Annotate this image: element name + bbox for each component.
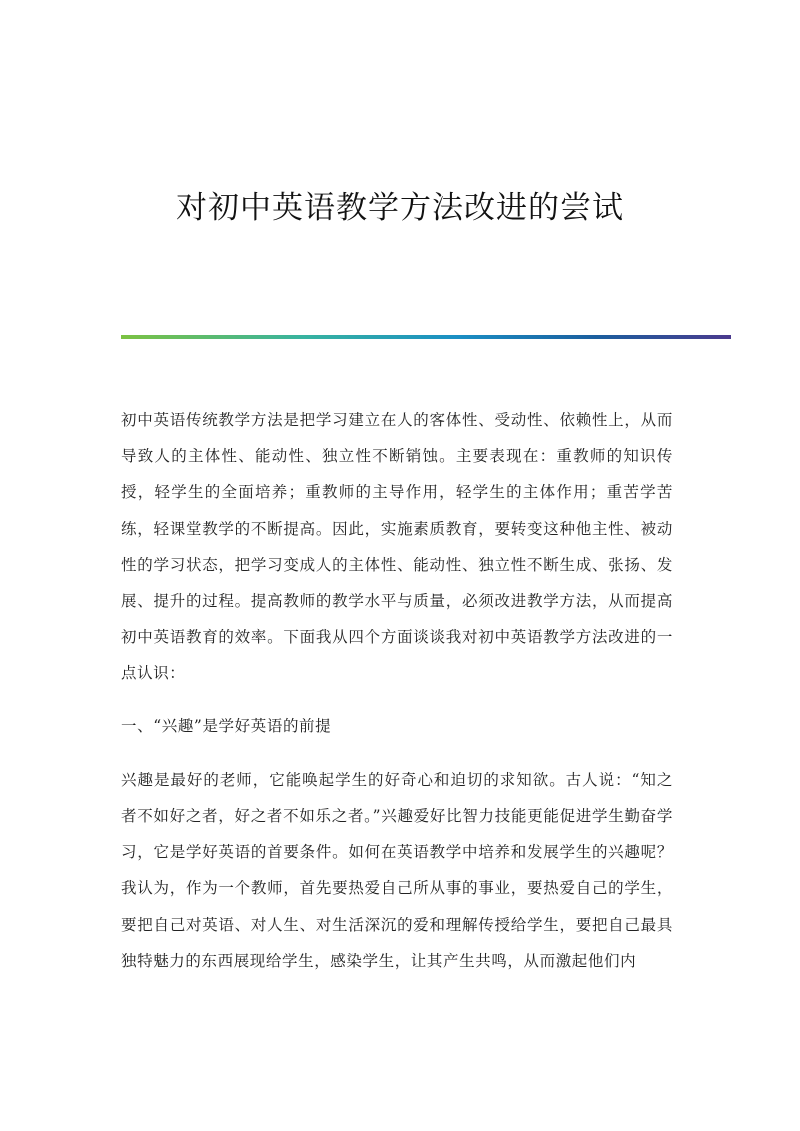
document-title: 对初中英语教学方法改进的尝试	[176, 190, 624, 226]
intro-paragraph: 初中英语传统教学方法是把学习建立在人的客体性、受动性、依赖性上，从而导致人的主体性、能动性、独立性不断销蚀。主要表现在：重教师的知识传授，轻学生的全面培养；重教师的主导作用，轻学生的主体作用；重苦学苦练，轻课堂教学的不断提高。因此，实施素质教育，要转变这种他主性、被动性的学习状态，把学习变成人的主体性、能动性、独立性不断生成、张扬、发展、提升的过程。提高教师的教学水平与质量，必须改进教学方法，从而提高初中英语教育的效率。下面我从四个方面谈谈我对初中英语教学方法改进的一点认识：	[121, 411, 673, 683]
section-heading-1: 一、“兴趣”是学好英语的前提	[121, 716, 332, 735]
document-body	[121, 402, 673, 995]
section-1-paragraph: 兴趣是最好的老师，它能唤起学生的好奇心和迫切的求知欲。古人说：“知之者不如好之者，好之者不如乐之者。”兴趣爱好比智力技能更能促进学生勤奋学习，它是学好英语的首要条件。如何在英语教学中培养和发展学生的兴趣呢？我认为，作为一个教师，首先要热爱自己所从事的事业，要热爱自己的学生，要把自己对英语、对人生、对生活深沉的爱和理解传授给学生，要把自己最具独特魅力的东西展现给学生，感染学生，让其产生共鸣，从而激起他们内	[121, 770, 673, 970]
title-divider	[121, 335, 731, 339]
